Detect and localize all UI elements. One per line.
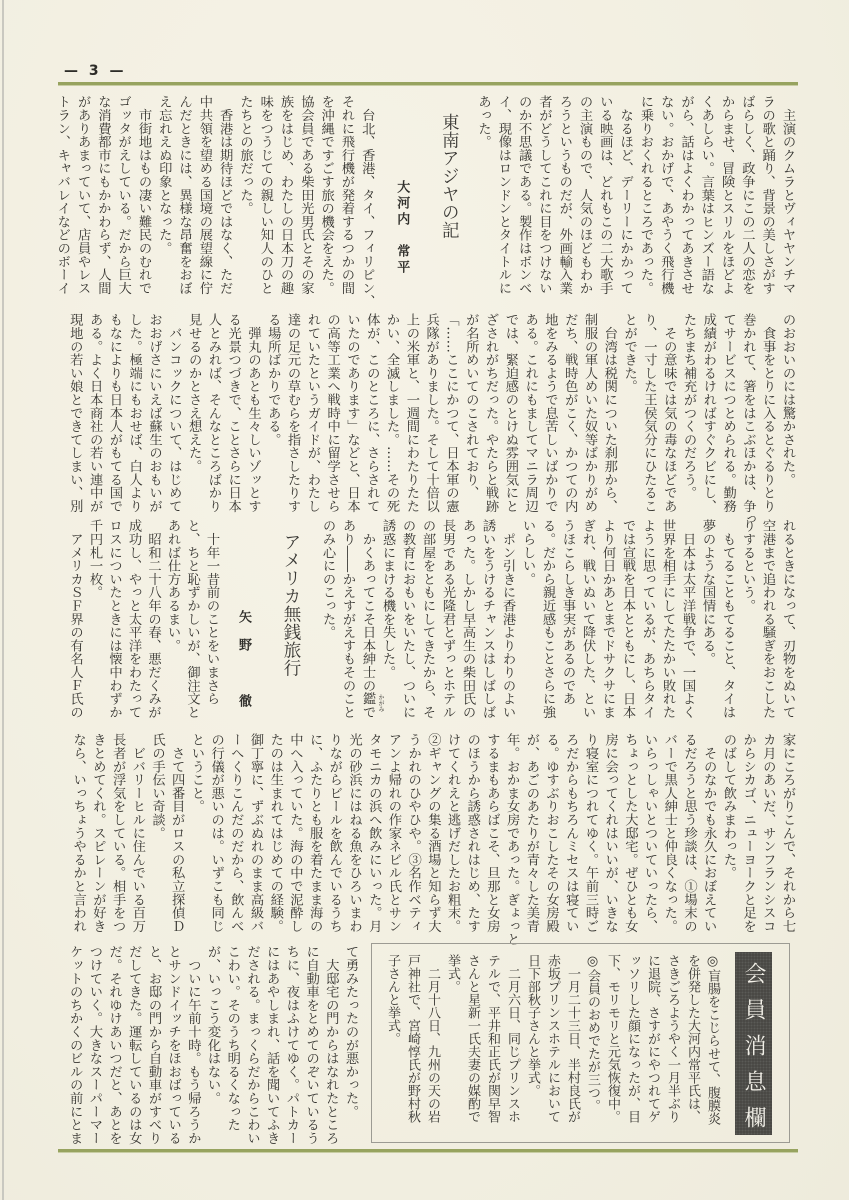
- article-author: 大河内 常平: [394, 180, 410, 276]
- text-line: 大邸宅の門からはなれたところ: [323, 945, 339, 1145]
- text-line: バーで黒人紳士と仲良くなった。: [661, 733, 677, 933]
- text-line: 巻かれて、箸をはこぶほかは、争っ: [740, 313, 756, 526]
- text-line: の行儀が悪いのは。いずこも同じ: [208, 733, 224, 933]
- text-line: の高等工業へ戦時中に留学させら: [324, 313, 340, 513]
- news-line: さんと星新一氏夫妻の媒酌で: [465, 954, 480, 1123]
- tier-3: [65, 519, 797, 724]
- text-line: もなによりも日本人がもてる国で: [106, 313, 122, 513]
- text-line: だ。それゆけあいつだと、あとを: [106, 945, 122, 1145]
- text-line: なるほど、デーリーにかかって: [617, 95, 633, 295]
- text-line: ケットのちかくのビルの前にとま: [67, 945, 83, 1145]
- text-line: のほうから誘惑されはじめ、たす: [464, 733, 480, 933]
- text-line: その意味では気の毒なほどであ: [661, 313, 677, 513]
- text-line: 成績がわるければすぐクビにし、: [700, 313, 716, 513]
- text-line: ある。これにもましてマニラ周辺: [522, 313, 538, 513]
- article-author: 矢野 徹: [236, 610, 251, 722]
- text-line: では、緊迫感のとけぬ雰囲気にと: [502, 313, 518, 513]
- text-line: 者がどうしてこれに目をつけない: [536, 95, 552, 295]
- text-line: るだろうと思う珍談は、①場末の: [681, 733, 697, 933]
- text-line: では宣戦を日本とともにし、日本: [620, 519, 635, 719]
- text-line: ということ。: [188, 733, 204, 813]
- text-line: ろうというものだが、外画輸入業: [556, 95, 572, 295]
- text-line: 族をはじめ、わたしの日本刀の趣: [278, 95, 294, 295]
- text-line: 御丁寧に、ずぶぬれのまま高級バ: [248, 733, 264, 933]
- text-line: 味をつうじての親しい知人のひと: [257, 95, 273, 295]
- text-line: 家にころがりこんで、それから七: [780, 733, 795, 933]
- text-line: ーへくりこんだのだから、飲んべ: [228, 733, 244, 933]
- tier-5: [64, 945, 360, 1150]
- text-line: より何日かあとまでドサクサにま: [600, 519, 615, 719]
- text-line: れていたというガイドが、わたし: [304, 313, 320, 513]
- text-line: に乗りおくれるところであった。: [637, 95, 653, 295]
- text-line: おおげさにいえば蘇生のおもいが: [146, 313, 162, 513]
- text-fragment: で: [360, 705, 375, 719]
- text-line: ぎれ、戦いぬいて降伏した、とい: [580, 519, 595, 719]
- news-line: 一月二十三日、半村良氏が: [565, 954, 580, 1123]
- text-line: がら、話はよくわかってあきさせ: [678, 95, 694, 295]
- text-line: 弾丸のあとも生々しいゾッとす: [245, 313, 261, 513]
- ruby-annotation: かがみ: [377, 693, 384, 712]
- text-line: んだときには、異様な昂奮をおぼ: [176, 95, 192, 295]
- text-line: 主演のクムラとヴィヤヤンチマ: [780, 95, 795, 295]
- text-line: いらっしゃいとついていったら、: [642, 733, 658, 933]
- text-line: ロスについたときには懐中わずか: [106, 519, 122, 719]
- text-line: る。だから親近感もことさらに強: [540, 519, 555, 719]
- text-line: 中共領を望める国境の展望線に佇: [196, 95, 212, 295]
- text-line: だち、戦時色がこく、かつての内: [562, 313, 578, 513]
- text-line: 夢のような国情にある。: [700, 519, 715, 666]
- text-line: 上の米軍と、一週間にわたりたた: [403, 313, 419, 513]
- text-line: イ、現像はロンドンとタイトルに: [495, 95, 511, 295]
- text-line: の教育におもいをいたし、ついに: [400, 519, 415, 719]
- text-line: れるときになって、刃物をぬいて: [780, 519, 795, 719]
- text-line: り寝室につれてゆく。午前三時ご: [582, 733, 598, 933]
- member-news-body: [382, 954, 722, 1139]
- text-line: 十年一昔前のことをいまさら: [204, 519, 219, 706]
- text-line: 市街地はもの凄い難民のむれで: [135, 95, 151, 295]
- text-line: 達の足元の草むらを指さしたりす: [285, 313, 301, 513]
- text-line: もてることもてること、タイは: [720, 519, 735, 719]
- text-line: に、ふたりとも服を着たまま海の: [307, 733, 323, 933]
- text-line: が、あごのあたりが青々した美青: [523, 733, 539, 933]
- text-line: 誘いをうけるチャンスはしばしば: [480, 519, 495, 719]
- text-line: な消費都市にもかかわらず、人間: [95, 95, 111, 295]
- text-line: あり――かえすがえすもそのこと: [340, 519, 355, 719]
- text-line: にはあやしまれ、話を聞いてふき: [264, 945, 280, 1145]
- text-line: たちまち補充がつくのだろう。: [681, 313, 697, 500]
- text-line: それに飛行機が発着するつかの間: [338, 95, 354, 295]
- text-line: とができた。: [621, 313, 637, 393]
- text-line: さて四番目がロスの私立探偵Ｄ: [169, 733, 185, 933]
- text-line: ビバリーヒルに住んでいる百万: [129, 733, 145, 933]
- text-line: 「……ここにかつて、日本軍の憲: [443, 313, 459, 513]
- text-line: 世界を相手にしてたたかい敗れた: [660, 519, 675, 719]
- text-line: ように思っているが、あちらタイ: [640, 519, 655, 719]
- news-line: ッソリした顔になったが、目: [625, 954, 640, 1123]
- news-line: さきごろようやく一月半ぶり: [665, 954, 680, 1123]
- text-line: あれば仕方あるまい。: [165, 519, 180, 652]
- text-line: けてくれえと逃げだしたお粗末。: [445, 733, 461, 933]
- news-line: に退院、さすがにやつれてゲ: [645, 954, 660, 1123]
- text-line-with-ruby: [357, 519, 384, 724]
- text-line: からシカゴ、ニューヨークと足を: [740, 733, 756, 933]
- text-line: ちに、夜はふけてゆく。パトカー: [283, 945, 299, 1145]
- news-line: 子さんと挙式。: [385, 954, 400, 1045]
- text-line: 見せるのかとさえ想えた。: [186, 313, 202, 473]
- text-line: 台北、香港、タイ、フィリピン、: [359, 95, 375, 308]
- text-line: とサンドイッチをほおばっている: [165, 945, 181, 1145]
- text-line: る場所ばかりである。: [265, 313, 281, 446]
- text-line: 人とみれば、そんなところばかり: [205, 313, 221, 513]
- text-line: トラン、キャバレイなどのボーイ: [54, 95, 70, 295]
- text-line: と、ちと恥ずかしいが、御注文と: [184, 519, 200, 719]
- text-line: ばらしく、政争にこの二人の恋を: [739, 95, 755, 295]
- text-line: いる映画は、どれもこの二大歌手: [597, 95, 613, 295]
- text-line: きとめてくれ。スピレーンが好き: [90, 733, 106, 933]
- text-line: だされる。まっくらだからこわい: [244, 945, 260, 1145]
- text-line: を沖縄ですごす旅の機会をえた。: [318, 95, 334, 295]
- page-number: — 3 —: [64, 63, 127, 79]
- text-line: うかれのひやひや。③名作ベティ: [405, 733, 421, 933]
- text-line: した。極端にもおせば、白人より: [126, 313, 142, 513]
- text-line: うほこらしき事実があるのであ: [560, 519, 575, 706]
- news-line: 日下部秋子さんと挙式。: [525, 954, 540, 1097]
- news-line: テルで、平井和正氏が関早智: [485, 954, 500, 1123]
- text-line: ない。おかげで、あやうく飛行機: [658, 95, 674, 295]
- article-title: 東南アジヤの記: [439, 113, 460, 239]
- footer-rule: [58, 1149, 798, 1153]
- text-line: ゴッタがえしている。だから巨大: [115, 95, 131, 295]
- text-line: 中へ入っていた。海の中で泥酔し: [287, 733, 303, 933]
- text-line: る光景つづきで、ことさらに日本: [225, 313, 241, 513]
- text-line: 体が、このところに、さらされて: [364, 313, 380, 513]
- news-line: 戸神社で、宮崎惇氏が野村秋: [405, 954, 420, 1123]
- text-line: ついに午前十時。もう帰ろうか: [185, 945, 201, 1145]
- text-line: と、お邸の門から自動車がすべり: [145, 945, 161, 1145]
- text-line: アンよ帰れの作家ネビル氏とサン: [385, 733, 401, 933]
- text-line: たのは生まれてはじめての経験。: [267, 733, 283, 933]
- text-line: 現地の若い娘とできてしまい、別: [67, 313, 83, 513]
- text-line: の主演もので、人気のほどもわか: [577, 95, 593, 295]
- text-line: が名所めいてのこされており、: [463, 313, 479, 500]
- text-line: 光の砂浜にはねる魚をひろいまわ: [346, 733, 362, 933]
- text-line: 成功し、やっと太平洋をわたって: [126, 519, 141, 719]
- text-line: アメリカＳＦ界の有名人Ｆ氏の: [67, 519, 83, 719]
- text-line: するまもあらばこそ、旦那と女房: [484, 733, 500, 933]
- text-line: だしてきた。運転しているのは女: [126, 945, 142, 1145]
- header-rule: [58, 82, 798, 86]
- text-line: ざされがちだった。やたらと戦跡: [483, 313, 499, 513]
- tier-1: [52, 95, 798, 308]
- text-line: そのなかでも永久におぼえてい: [701, 733, 717, 933]
- tier-2: [65, 313, 797, 526]
- text-line: て勇みたったのが悪かった。: [343, 945, 358, 1118]
- text-line: バンコックについて、はじめて: [166, 313, 182, 513]
- text-line: 台湾は税関についた刹那から、: [601, 313, 617, 513]
- text-line: 協会員である柴田光男氏とその家: [298, 95, 314, 295]
- text-line: り、一寸した王侯気分にひたるこ: [641, 313, 657, 513]
- text-line: のみ心にのこった。: [320, 519, 335, 639]
- news-line: ◎会員のおめでたが三つ。: [585, 954, 600, 1112]
- text-line: の部屋をともにしてきたから、そ: [420, 519, 435, 719]
- text-line: 地をみるようで息苦しいばかりで: [542, 313, 558, 513]
- text-line: 長者が浮気をしている。相手をつ: [110, 733, 126, 933]
- text-line: 制服の軍人めいた奴等ばかりがめ: [582, 313, 598, 513]
- text-line: 長男である光隆君とずっとホテル: [440, 519, 455, 719]
- text-line: 昭和二十八年の春、悪だくみが: [145, 519, 161, 719]
- text-line: 千円札一枚。: [87, 519, 102, 599]
- member-news-box: [371, 943, 790, 1143]
- news-line: 二月六日、同じプリンスホ: [505, 954, 520, 1123]
- page-edge-line: [2, 0, 4, 1200]
- text-line: のばして飲みまわった。: [720, 733, 736, 880]
- text-line: あった。しかし早高生の柴田氏の: [460, 519, 475, 719]
- text-line: あった。: [475, 95, 491, 149]
- text-line: かい、全滅しました。……その死: [384, 313, 400, 513]
- news-line: ◎盲腸をこじらせて、腹膜炎: [705, 954, 720, 1125]
- text-line: のおおいのには驚かされた。: [780, 313, 795, 486]
- article-title: アメリカ無銭旅行: [281, 533, 301, 677]
- text-line: つけていく。大きなスーパーマー: [86, 945, 102, 1145]
- ruby-base: [360, 691, 384, 712]
- news-line: 二月十八日、九州の天の岩: [425, 954, 440, 1123]
- text-line: ろだからもちろんミセスは寝てい: [563, 733, 579, 933]
- text-line: タモニカの浜へ飲みにいった。月: [366, 733, 382, 933]
- text-line: 食事をとりに入るとぐるりとり: [760, 313, 776, 513]
- text-line: 房に会ってくれはいいが、いきな: [602, 733, 618, 933]
- news-line: 下、モリモリと元気恢復中。: [605, 954, 620, 1123]
- text-line: 兵隊がありました。そして十倍以: [423, 313, 439, 513]
- text-line: え忘れえぬ印象となった。: [156, 95, 172, 255]
- text-line: ちょっとした大邸宅。ぜひとも女: [622, 733, 638, 933]
- member-news-title: 会員消息欄: [735, 952, 772, 1135]
- ruby-base-char: 鑑: [360, 691, 375, 706]
- text-line: いたのであります」などと、日本: [344, 313, 360, 513]
- text-line: てサービスにつとめられる。勤務: [720, 313, 736, 513]
- text-line: 香港は期待ほどではなく、ただ: [217, 95, 233, 295]
- text-line: が、いっこう変化はない。: [205, 945, 221, 1105]
- tier-4: [68, 733, 797, 946]
- text-line: 誘惑にまける機を失した。: [380, 519, 395, 679]
- text-line: なら、いっちょうやるかと言われ: [70, 733, 86, 933]
- text-line: りするという。: [740, 519, 755, 613]
- text-line: こわい。そのうち明るくなった: [224, 945, 240, 1132]
- text-fragment: かくあってこそ日本紳士の: [360, 519, 375, 692]
- text-line: いらしい。: [520, 519, 535, 586]
- text-line: 氏の手伝い奇談。: [149, 733, 165, 840]
- text-line: がありあまっていて、店員やレス: [75, 95, 91, 295]
- text-line: たちとの旅だった。: [237, 95, 253, 215]
- text-line: ある。よく日本商社の若い連中が: [87, 313, 103, 513]
- text-line: くあしらい。言葉はヒンズー語な: [698, 95, 714, 295]
- text-line: に自動車をとめてのぞいているう: [303, 945, 319, 1145]
- text-line: 空港まで追われる騒ぎをおこした: [760, 519, 775, 719]
- text-line: 日本は太平洋戦争で、一国よく: [680, 519, 695, 719]
- text-line: からませ、冒険とスリルをほどよ: [719, 95, 735, 295]
- text-line: ポン引きに香港よりわりのよい: [500, 519, 515, 719]
- text-line: 年。おかま女房であった。ぎょっと: [504, 733, 520, 946]
- text-line: のか不思議である。製作はボンベ: [516, 95, 532, 295]
- text-line: りながらビールを飲んでいるうち: [326, 733, 342, 933]
- news-line: 挙式。: [445, 954, 460, 993]
- text-line: カ月のあいだ、サンフランシスコ: [760, 733, 776, 933]
- news-line: を併発した大河内常平氏は、: [685, 954, 700, 1123]
- text-line: る。ゆすぶりおこしたその女房殿: [543, 733, 559, 933]
- text-line: ②ギャングの集る酒場と知らず大: [425, 733, 441, 933]
- text-line: ラの歌と踊り、背景の美しさがす: [759, 95, 775, 295]
- news-line: 赤坂プリンスホテルにおいて: [545, 954, 560, 1123]
